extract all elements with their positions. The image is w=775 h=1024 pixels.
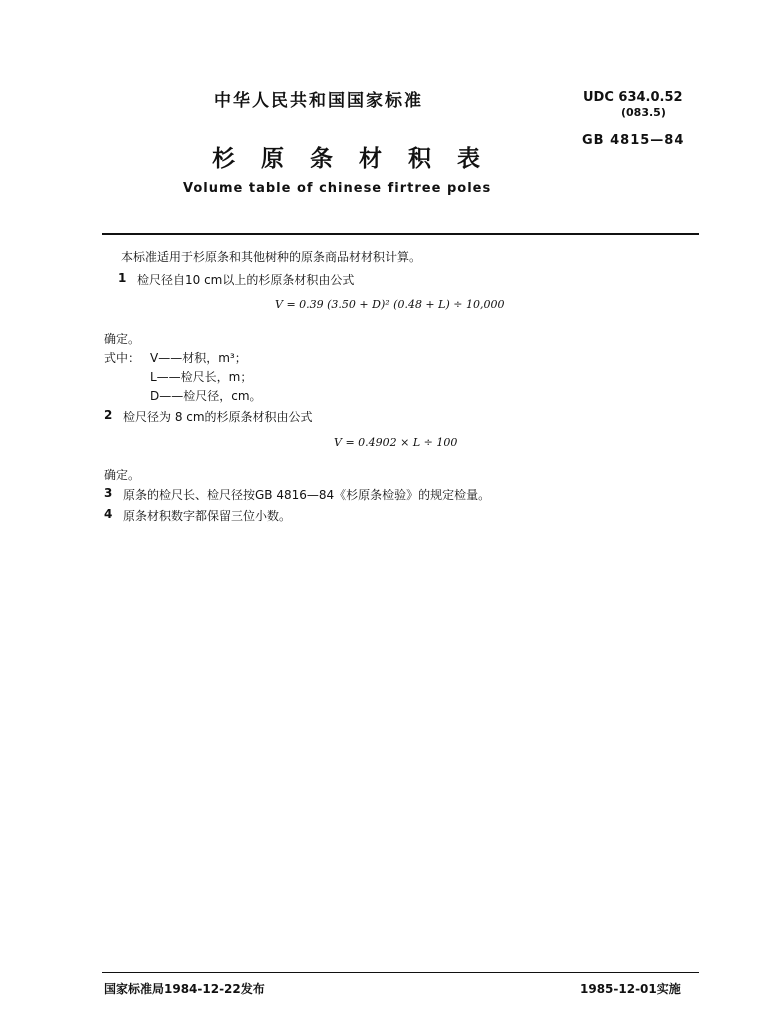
- header-divider: [102, 233, 699, 235]
- page-title-english: Volume table of chinese firtree poles: [183, 181, 492, 196]
- item-1-text: 检尺径自10 cm以上的杉原条材积由公式: [137, 273, 355, 287]
- formula-1: V = 0.39 (3.50 + D)² (0.48 + L) ÷ 10,000: [275, 298, 505, 311]
- determined-2: 确定。: [104, 468, 141, 482]
- gb-number: GB 4815—84: [582, 133, 685, 148]
- item-4-number: 4: [104, 507, 113, 521]
- footer-divider: [102, 972, 699, 973]
- item-3-number: 3: [104, 486, 113, 500]
- definition-l: L——检尺长，m；: [150, 370, 253, 384]
- page-title: 杉 原 条 材 积 表: [212, 146, 490, 172]
- item-4-text: 原条材积数字都保留三位小数。: [123, 509, 292, 523]
- item-2-text: 检尺径为 8 cm的杉原条材积由公式: [123, 410, 313, 424]
- item-2-number: 2: [104, 408, 113, 422]
- definition-v: V——材积，m³；: [150, 351, 247, 365]
- item-1-number: 1: [118, 271, 127, 285]
- udc-code: UDC 634.0.52: [583, 90, 683, 105]
- intro-paragraph: 本标准适用于杉原条和其他树种的原条商品材材积计算。: [121, 250, 422, 264]
- where-label: 式中：: [104, 351, 141, 365]
- determined-1: 确定。: [104, 332, 141, 346]
- item-3-text: 原条的检尺长、检尺径按GB 4816—84《杉原条检验》的规定检量。: [123, 488, 491, 502]
- definition-d: D——检尺径，cm。: [150, 389, 262, 403]
- formula-2: V = 0.4902 × L ÷ 100: [334, 436, 458, 449]
- standard-name: 中华人民共和国国家标准: [214, 91, 423, 111]
- effective-date: 1985-12-01实施: [580, 982, 681, 996]
- udc-sub-code: (083.5): [621, 106, 666, 119]
- issue-date: 国家标准局1984-12-22发布: [104, 982, 265, 996]
